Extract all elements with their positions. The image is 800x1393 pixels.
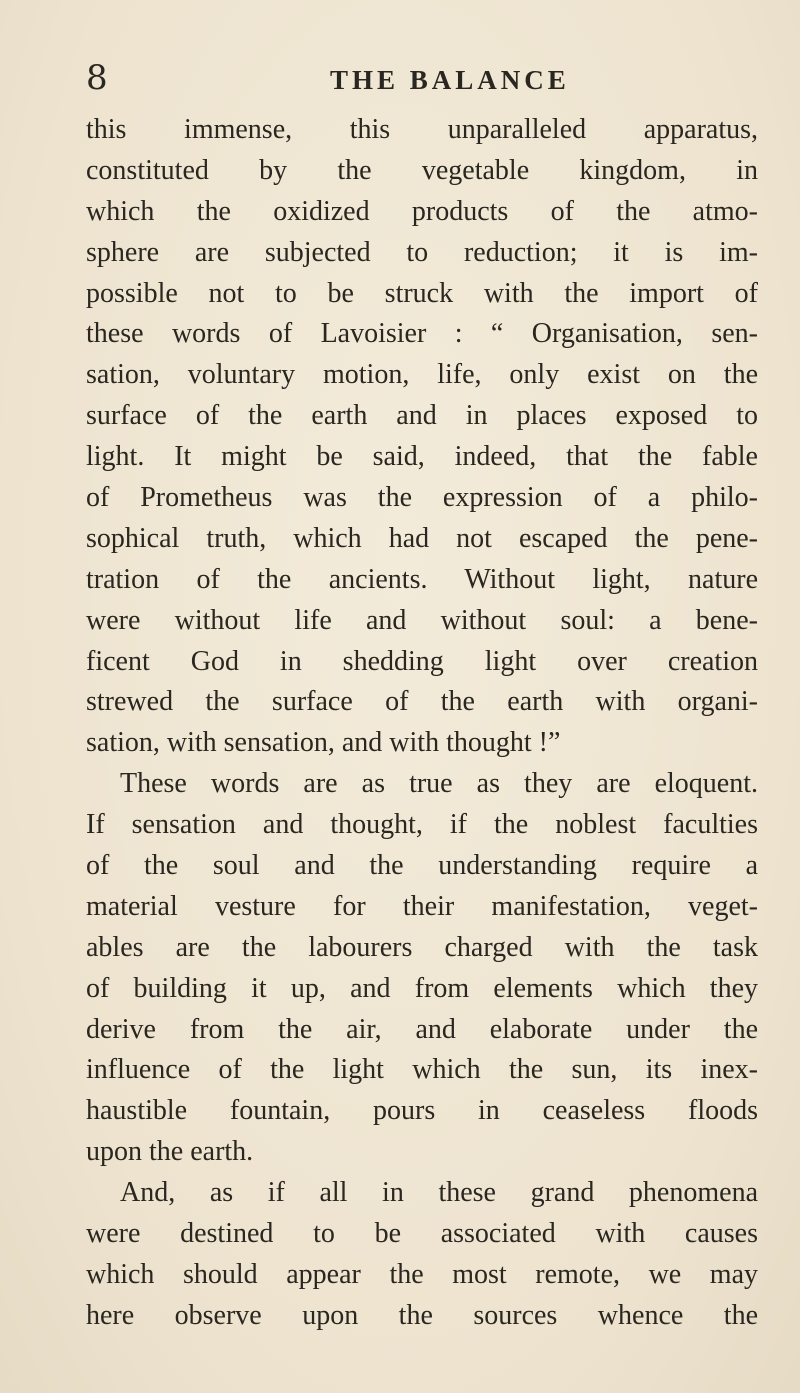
text-line: possible not to be struck with the import of: [86, 277, 758, 309]
text-line: this immense, this unparalleled apparatus,: [86, 114, 758, 145]
text-line: material vesture for their manifestation, veget-: [86, 890, 758, 922]
text-line: were destined to be associated with causes: [86, 1218, 758, 1250]
page-header: [0, 58, 800, 98]
text-line: influence of the light which the sun, its inex-: [86, 1054, 758, 1086]
text-line: If sensation and thought, if the noblest faculties: [86, 809, 758, 841]
paragraph: [86, 1173, 758, 1337]
text-line: upon the earth.: [86, 1136, 254, 1168]
text-line: And, as if all in these grand phenomena: [120, 1177, 758, 1209]
text-line: sophical truth, which had not escaped the pene-: [86, 522, 758, 554]
body-text: [86, 110, 758, 1337]
text-line: here observe upon the sources whence the: [86, 1299, 758, 1331]
text-line: haustible fountain, pours in ceaseless floods: [86, 1095, 758, 1127]
text-line: of building it up, and from elements which they: [86, 972, 758, 1004]
text-line: were without life and without soul: a bene-: [86, 604, 758, 636]
text-line: ables are the labourers charged with the task: [86, 931, 758, 963]
running-head: THE BALANCE: [330, 65, 570, 95]
text-line: sation, with sensation, and with thought !”: [86, 727, 561, 759]
text-line: constituted by the vegetable kingdom, in: [86, 154, 758, 186]
text-line: sation, voluntary motion, life, only exist on the: [86, 359, 758, 391]
text-line: light. It might be said, indeed, that the fable: [86, 441, 758, 473]
text-line: surface of the earth and in places exposed to: [86, 400, 758, 432]
text-line: derive from the air, and elaborate under the: [86, 1013, 758, 1045]
text-line: these words of Lavoisier : “ Organisation, sen-: [86, 318, 758, 350]
text-line: strewed the surface of the earth with organi-: [86, 686, 758, 718]
paragraph: [86, 110, 758, 764]
text-line: of the soul and the understanding require a: [86, 850, 758, 882]
text-line: sphere are subjected to reduction; it is im-: [86, 236, 758, 268]
text-line: of Prometheus was the expression of a philo-: [86, 482, 758, 514]
text-line: These words are as true as they are eloquent.: [120, 768, 758, 800]
text-line: which the oxidized products of the atmo-: [86, 195, 758, 227]
text-line: which should appear the most remote, we may: [86, 1258, 758, 1290]
paragraph: [86, 764, 758, 1173]
page-number: 8: [86, 58, 108, 98]
text-line: ficent God in shedding light over creation: [86, 645, 758, 677]
text-line: tration of the ancients. Without light, nature: [86, 563, 758, 595]
